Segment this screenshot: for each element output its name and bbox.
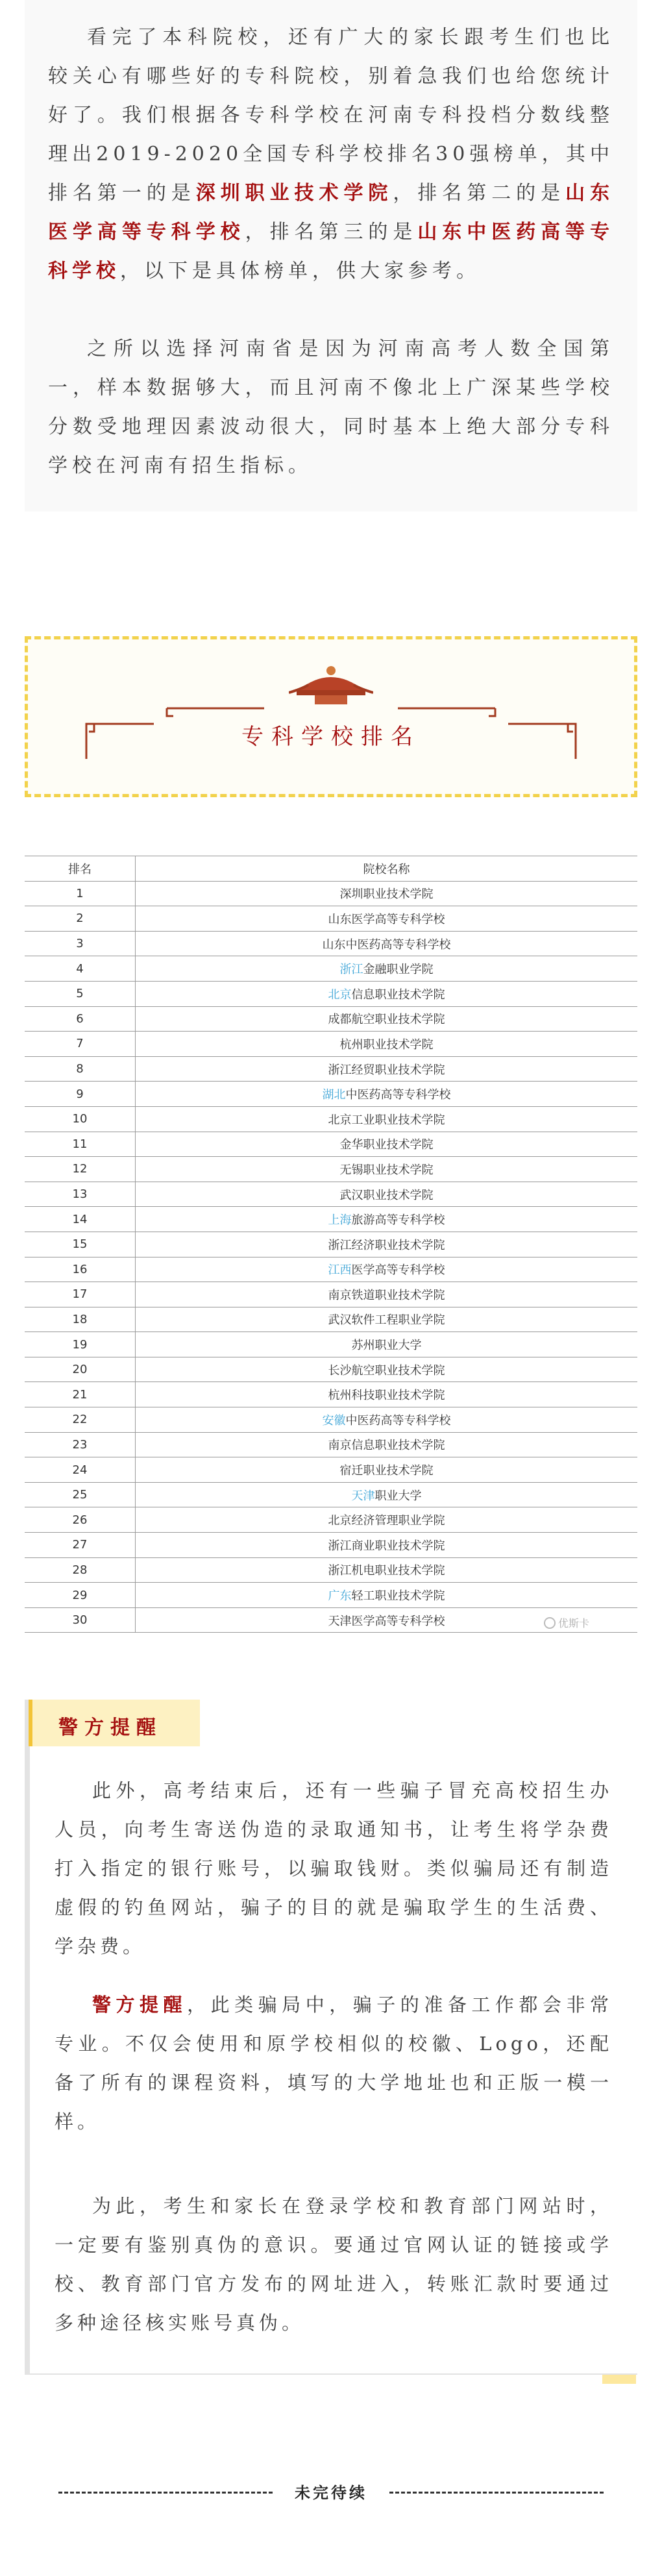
notice-paragraph-3: 为此，考生和家长在登录学校和教育部门网站时，一定要有鉴别真伪的意识。要通过官网认证的链接或学校、教育部门官方发布的网址进入，转账汇款时要通过多种途径核实账号真伪。 — [55, 2195, 613, 2334]
table-row — [25, 1257, 637, 1282]
rank-cell: 17 — [25, 1282, 136, 1307]
school-name: 旅游高等专科学校 — [351, 1213, 445, 1228]
region-link[interactable]: 天津 — [351, 1489, 375, 1503]
rank-cell: 14 — [25, 1207, 136, 1232]
school-name: 浙江经济职业技术学院 — [328, 1238, 445, 1252]
rank-cell: 2 — [25, 906, 136, 932]
school-name-cell — [136, 1482, 638, 1507]
school-name: 武汉职业技术学院 — [339, 1188, 434, 1202]
school-name-cell — [136, 1232, 638, 1257]
school-name: 山东中医药高等专科学校 — [322, 937, 451, 952]
table-row — [25, 1056, 637, 1082]
rank-cell: 26 — [25, 1507, 136, 1533]
school-name: 北京工业职业技术学院 — [328, 1113, 445, 1127]
school-name: 金华职业技术学院 — [339, 1138, 434, 1152]
table-row — [25, 1032, 637, 1057]
school-name-cell — [136, 1282, 638, 1307]
section-banner — [25, 636, 637, 797]
school-name-cell — [136, 1006, 638, 1032]
school-name-cell — [136, 1032, 638, 1057]
ranking-table-body — [25, 881, 637, 1633]
table-row — [25, 1457, 637, 1483]
school-name-cell — [136, 931, 638, 956]
table-row — [25, 1182, 637, 1207]
rank-cell: 22 — [25, 1407, 136, 1433]
school-name-cell — [136, 1407, 638, 1433]
notice-left-border — [25, 1700, 30, 2375]
school-name-cell — [136, 1257, 638, 1282]
wechat-watermark-icon — [544, 1617, 556, 1629]
school-name-cell — [136, 906, 638, 932]
school-name-cell — [136, 1357, 638, 1382]
school-name: 职业大学 — [374, 1489, 422, 1503]
region-link[interactable]: 湖北 — [322, 1088, 346, 1102]
table-row — [25, 906, 637, 932]
rank-cell: 5 — [25, 981, 136, 1006]
ranking-table — [25, 856, 637, 1633]
notice-bottom-border — [25, 2373, 637, 2375]
rank-cell: 24 — [25, 1457, 136, 1483]
table-row — [25, 956, 637, 982]
school-name: 轻工职业技术学院 — [351, 1589, 445, 1604]
school-name-cell — [136, 1056, 638, 1082]
footer-text: 未完待续 — [295, 2484, 367, 2502]
intro-paragraph-1: 看完了本科院校，还有广大的家长跟考生们也比较关心有哪些好的专科院校，别着急我们也给您统计好了。我们根据各专科学校在河南专科投档分数线整理出2019-2020全国专科学校排名30强榜单，其中排名第一的是深圳职业技术学院，排名第二的是山东医学高等专科学校，排名第三的是山东中医药高等专科学校，以下是具体榜单，供大家参考。 — [48, 26, 615, 282]
region-link[interactable]: 上海 — [328, 1213, 352, 1228]
rank-cell: 23 — [25, 1432, 136, 1457]
highlight-rank-2: 山东医学高等专科学校 — [48, 182, 615, 243]
rank-cell: 13 — [25, 1182, 136, 1207]
school-name-cell — [136, 1507, 638, 1533]
table-row — [25, 1006, 637, 1032]
footer-dash-right — [389, 2492, 604, 2494]
table-row — [25, 1282, 637, 1307]
school-name: 浙江机电职业技术学院 — [328, 1564, 445, 1578]
table-row — [25, 1533, 637, 1558]
notice-corner-decoration — [602, 2375, 636, 2384]
rank-cell: 6 — [25, 1006, 136, 1032]
school-name-cell — [136, 1533, 638, 1558]
school-name: 深圳职业技术学院 — [339, 887, 434, 902]
school-name-cell — [136, 1457, 638, 1483]
school-name-cell — [136, 1583, 638, 1608]
intro-section — [25, 0, 637, 512]
rank-cell: 20 — [25, 1357, 136, 1382]
table-row — [25, 1082, 637, 1107]
school-name: 成都航空职业技术学院 — [328, 1013, 445, 1027]
rank-cell: 8 — [25, 1056, 136, 1082]
school-name-cell — [136, 1182, 638, 1207]
table-row — [25, 1432, 637, 1457]
table-row — [25, 981, 637, 1006]
table-row — [25, 1307, 637, 1332]
notice-tag-label: 警方提醒 — [58, 1716, 162, 1739]
table-row — [25, 931, 637, 956]
notice-inline-highlight: 警方提醒 — [92, 1994, 188, 2016]
rank-cell: 27 — [25, 1533, 136, 1558]
school-name-cell — [136, 1106, 638, 1132]
school-name-cell — [136, 1082, 638, 1107]
school-name: 无锡职业技术学院 — [339, 1163, 434, 1177]
rank-cell: 7 — [25, 1032, 136, 1057]
school-name: 南京信息职业技术学院 — [328, 1439, 445, 1453]
school-name-cell — [136, 1157, 638, 1182]
school-name: 北京经济管理职业学院 — [328, 1514, 445, 1528]
school-name: 浙江经贸职业技术学院 — [328, 1063, 445, 1077]
region-link[interactable]: 浙江 — [339, 963, 363, 977]
rank-cell: 11 — [25, 1132, 136, 1157]
table-row — [25, 1507, 637, 1533]
region-link[interactable]: 广东 — [328, 1589, 352, 1604]
school-name: 天津医学高等专科学校 — [328, 1614, 445, 1628]
rank-cell: 18 — [25, 1307, 136, 1332]
banner-title: 专科学校排名 — [241, 724, 421, 750]
rank-cell: 15 — [25, 1232, 136, 1257]
highlight-rank-1: 深圳职业技术学院 — [195, 182, 393, 204]
school-name-cell — [136, 1307, 638, 1332]
table-row — [25, 1407, 637, 1433]
school-name-cell — [136, 1382, 638, 1407]
school-name-cell — [136, 956, 638, 982]
rank-cell: 1 — [25, 881, 136, 906]
school-name: 金融职业学院 — [363, 963, 434, 977]
rank-cell: 21 — [25, 1382, 136, 1407]
header-school-name: 院校名称 — [136, 856, 638, 882]
intro-paragraph-2: 之所以选择河南省是因为河南高考人数全国第一，样本数据够大，而且河南不像北上广深某些学校分数受地理因素波动很大，同时基本上绝大部分专科学校在河南有招生指标。 — [48, 338, 614, 477]
table-row — [25, 881, 637, 906]
notice-tag — [29, 1700, 200, 1746]
school-name: 浙江商业职业技术学院 — [328, 1539, 445, 1553]
table-row — [25, 1332, 637, 1357]
school-name: 中医药高等专科学校 — [345, 1088, 451, 1102]
school-name: 杭州科技职业技术学院 — [328, 1389, 445, 1403]
school-name: 医学高等专科学校 — [351, 1263, 445, 1278]
notice-paragraph-1: 此外，高考结束后，还有一些骗子冒充高校招生办人员，向考生寄送伪造的录取通知书，让考生将学杂费打入指定的银行账号，以骗取钱财。类似骗局还有制造虚假的钓鱼网站，骗子的目的就是骗取学生的生活费、学杂费。 — [55, 1779, 613, 1957]
school-name-cell — [136, 1432, 638, 1457]
school-name: 苏州职业大学 — [351, 1339, 422, 1353]
school-name: 中医药高等专科学校 — [345, 1413, 451, 1428]
rank-cell: 30 — [25, 1607, 136, 1633]
school-name: 信息职业技术学院 — [351, 987, 445, 1002]
school-name-cell — [136, 1332, 638, 1357]
school-name: 武汉软件工程职业学院 — [328, 1313, 445, 1328]
table-row — [25, 1232, 637, 1257]
rank-cell: 10 — [25, 1106, 136, 1132]
school-name-cell — [136, 881, 638, 906]
header-rank: 排名 — [25, 856, 136, 882]
table-row — [25, 1157, 637, 1182]
watermark: 优斯卡 — [544, 1615, 589, 1630]
rank-cell: 28 — [25, 1557, 136, 1583]
table-header-row — [25, 856, 637, 882]
school-name: 宿迁职业技术学院 — [339, 1464, 434, 1478]
region-link[interactable]: 北京 — [328, 987, 352, 1002]
table-row — [25, 1132, 637, 1157]
rank-cell: 25 — [25, 1482, 136, 1507]
rank-cell: 29 — [25, 1583, 136, 1608]
rank-cell: 4 — [25, 956, 136, 982]
rank-cell: 12 — [25, 1157, 136, 1182]
footer-divider — [58, 2480, 604, 2506]
school-name: 山东医学高等专科学校 — [328, 912, 445, 926]
rank-cell: 16 — [25, 1257, 136, 1282]
table-row — [25, 1583, 637, 1608]
highlight-rank-3: 山东中医药高等专科学校 — [48, 221, 615, 282]
table-row — [25, 1557, 637, 1583]
rank-cell: 19 — [25, 1332, 136, 1357]
school-name-cell — [136, 1132, 638, 1157]
table-row — [25, 1207, 637, 1232]
school-name: 南京铁道职业技术学院 — [328, 1288, 445, 1302]
table-row — [25, 1382, 637, 1407]
school-name: 杭州职业技术学院 — [339, 1037, 434, 1052]
school-name-cell — [136, 981, 638, 1006]
rank-cell: 3 — [25, 931, 136, 956]
notice-paragraph-2: 警方提醒，此类骗局中，骗子的准备工作都会非常专业。不仅会使用和原学校相似的校徽、Logo，还配备了所有的课程资料，填写的大学地址也和正版一模一样。 — [55, 1994, 613, 2133]
school-name-cell — [136, 1557, 638, 1583]
rank-cell: 9 — [25, 1082, 136, 1107]
table-row — [25, 1357, 637, 1382]
region-link[interactable]: 江西 — [328, 1263, 352, 1278]
region-link[interactable]: 安徽 — [322, 1413, 346, 1428]
school-name-cell — [136, 1207, 638, 1232]
school-name: 长沙航空职业技术学院 — [328, 1363, 445, 1378]
table-row — [25, 1106, 637, 1132]
table-row — [25, 1482, 637, 1507]
